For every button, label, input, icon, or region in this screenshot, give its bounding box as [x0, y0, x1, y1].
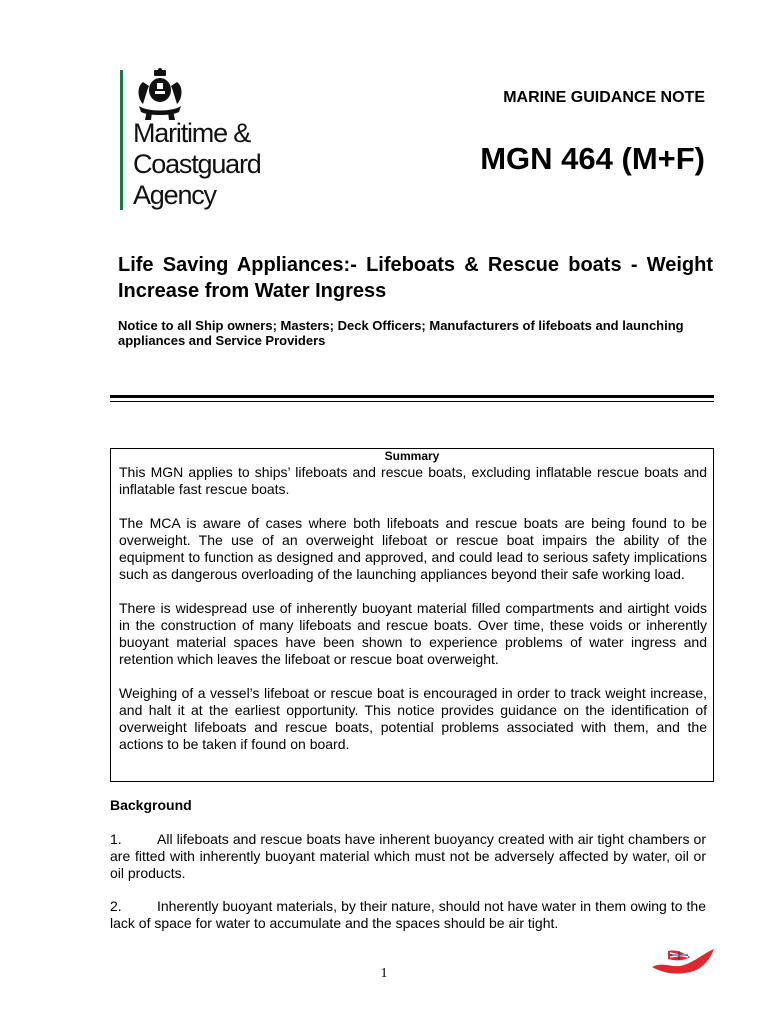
summary-box: [110, 448, 714, 782]
paragraph-number: 1.: [110, 831, 122, 847]
background-paragraph: [110, 898, 706, 932]
notice-recipients: Notice to all Ship owners; Masters; Deck Officers; Manufacturers of lifeboats and launching appliances and Service Providers: [118, 318, 684, 348]
summary-paragraph: There is widespread use of inherently buoyant material filled compartments and airtight voids in the construction of many lifeboats and rescue boats. Over time, these voids or inherently buoyant material spaces have been shown to experience problems of water ingress and retention which leaves the lifeboat or rescue boat overweight.: [119, 600, 707, 667]
paragraph-number: 2.: [110, 898, 122, 914]
red-ensign-icon: [650, 945, 716, 975]
page-number: 1: [380, 966, 388, 981]
agency-name-line: Maritime &: [133, 118, 251, 148]
logo-accent-bar: [120, 70, 123, 210]
summary-paragraph: The MCA is aware of cases where both lifeboats and rescue boats are being found to be overweight. The use of an overweight lifeboat or rescue boat impairs the ability of the equipment to function as designed and approved, and could lead to serious safety implications such as dangerous overloading of the launching appliances beyond their safe working load.: [119, 515, 707, 582]
paragraph-text: All lifeboats and rescue boats have inherent buoyancy created with air tight chambers or are fitted with inherently buoyant material which must not be adversely affected by water, oil or oil products.: [110, 831, 706, 881]
divider-thin: [110, 401, 714, 402]
agency-name-line: Coastguard: [133, 149, 261, 179]
summary-body: [119, 464, 707, 753]
mgn-number: MGN 464 (M+F): [480, 141, 705, 176]
paragraph-text: Inherently buoyant materials, by their nature, should not have water in them owing to the lack of space for water to accumulate and the spaces should be air tight.: [110, 898, 706, 931]
agency-name-line: Agency: [133, 180, 216, 210]
background-heading: Background: [110, 797, 192, 813]
summary-paragraph: This MGN applies to ships’ lifeboats and rescue boats, excluding inflatable rescue boats and inflatable fast rescue boats.: [119, 464, 707, 497]
agency-name: [133, 118, 261, 211]
document-title: Life Saving Appliances:- Lifeboats & Rescue boats - Weight Increase from Water Ingress: [118, 254, 713, 302]
guidance-label: MARINE GUIDANCE NOTE: [503, 89, 705, 106]
summary-heading: Summary: [384, 449, 440, 463]
royal-crest-icon: [133, 68, 187, 122]
divider-thick: [110, 395, 714, 398]
summary-paragraph: Weighing of a vessel’s lifeboat or rescue boat is encouraged in order to track weight increase, and halt it at the earliest opportunity. This notice provides guidance on the identification of overweight lifeboats and rescue boats, potential problems associated with them, and the actions to be taken if found on board.: [119, 685, 707, 752]
background-paragraph: [110, 831, 706, 882]
